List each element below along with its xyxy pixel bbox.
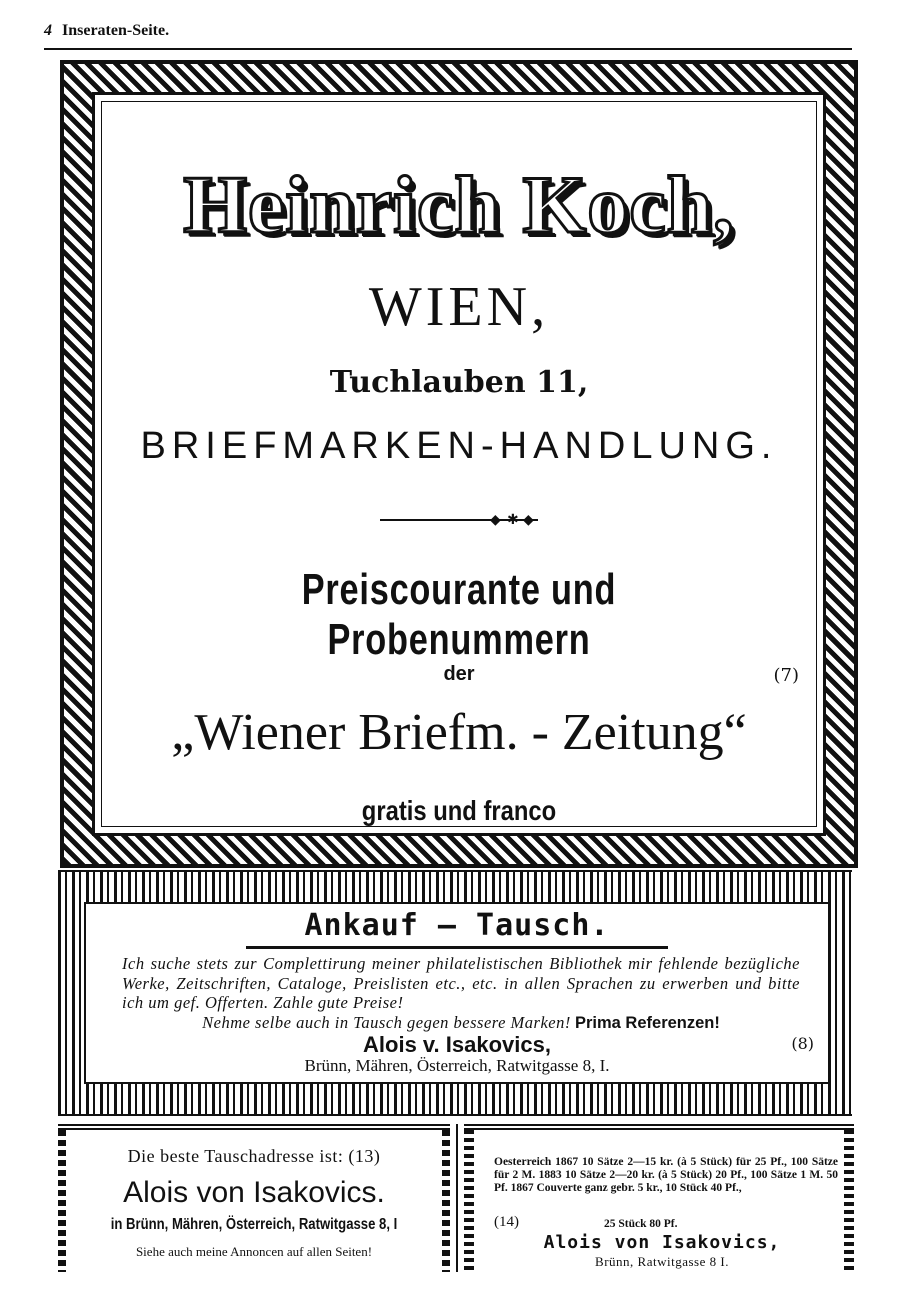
ornament-divider: ◆ ✱ ◆ xyxy=(95,513,823,527)
dealer-street: Tuchlauben 11, xyxy=(329,365,589,400)
exchange-body xyxy=(122,954,800,1033)
sets-offer-price: 25 Stück 80 Pf. xyxy=(604,1218,678,1230)
exchange-advertisement-panel xyxy=(84,902,830,1084)
exchange-contact-name: Alois v. Isakovics, xyxy=(363,1032,551,1057)
exchange-advertisement xyxy=(58,870,852,1116)
tausch-advertisement xyxy=(58,1124,450,1278)
tausch-address: in Brünn, Mähren, Österreich, Ratwitgasse 8, I xyxy=(110,1216,398,1233)
tausch-note: Siehe auch meine Annoncen auf allen Seiten! xyxy=(135,1244,373,1259)
ad-reference-number: (14) xyxy=(494,1214,519,1230)
sets-offer-text: Oesterreich 1867 10 Sätze 2—15 kr. (à 5 Stück) für 25 Pf., 100 Sätze für 2 M. 1883 10 Sätze 2—20 kr. (à 5 Stück) 20 Pf., 100 Sätze 1 M. 50 Pf. 1867 Couverte ganz gebr. 5 kr., 10 Stück 40 Pf., xyxy=(494,1156,838,1194)
page-header xyxy=(44,22,852,50)
column-separator xyxy=(456,1124,458,1272)
sets-advertisement xyxy=(464,1124,854,1278)
gratis-text: gratis und franco xyxy=(361,795,557,826)
ad-reference-number: (7) xyxy=(773,665,799,686)
page-number: 4 xyxy=(44,22,52,39)
sets-contact-name: Alois von Isakovics, xyxy=(543,1232,781,1253)
title-underline xyxy=(246,946,668,949)
main-advertisement-panel xyxy=(92,92,826,836)
exchange-offer-text: Nehme selbe auch in Tausch gegen bessere Marken! xyxy=(202,1012,571,1032)
der-text: der xyxy=(443,663,475,685)
dealer-trade: BRIEFMARKEN-HANDLUNG. xyxy=(140,425,778,467)
exchange-body-text: Ich suche stets zur Complettirung meiner philatelistischen Bibliothek mir fehlende bezügliche Werke, Zeitschriften, Cataloge, Preislisten etc., etc. in allen Sprachen zu erwerben und bitte ich um gef. Offerten. Zahle gute Preise! xyxy=(122,954,800,1012)
tausch-name: Alois von Isakovics. xyxy=(123,1176,385,1209)
ad-reference-number: (8) xyxy=(791,1034,814,1053)
exchange-title: Ankauf — Tausch. xyxy=(304,908,610,943)
newspaper-title: „Wiener Briefm. - Zeitung“ xyxy=(171,704,747,761)
tausch-heading: Die beste Tauschadresse ist: (13) xyxy=(127,1146,381,1166)
exchange-references: Prima Referenzen! xyxy=(574,1013,720,1032)
sets-contact-address: Brünn, Ratwitgasse 8 I. xyxy=(595,1254,729,1269)
dealer-city: WIEN, xyxy=(368,276,550,338)
dealer-name: Heinrich Koch, xyxy=(183,159,735,250)
main-advertisement xyxy=(60,60,858,868)
section-title: Inseraten-Seite. xyxy=(62,22,170,39)
prices-heading: Preiscourante und Probenummern xyxy=(301,565,617,664)
exchange-contact-address: Brünn, Mähren, Österreich, Ratwitgasse 8, I. xyxy=(304,1056,610,1075)
